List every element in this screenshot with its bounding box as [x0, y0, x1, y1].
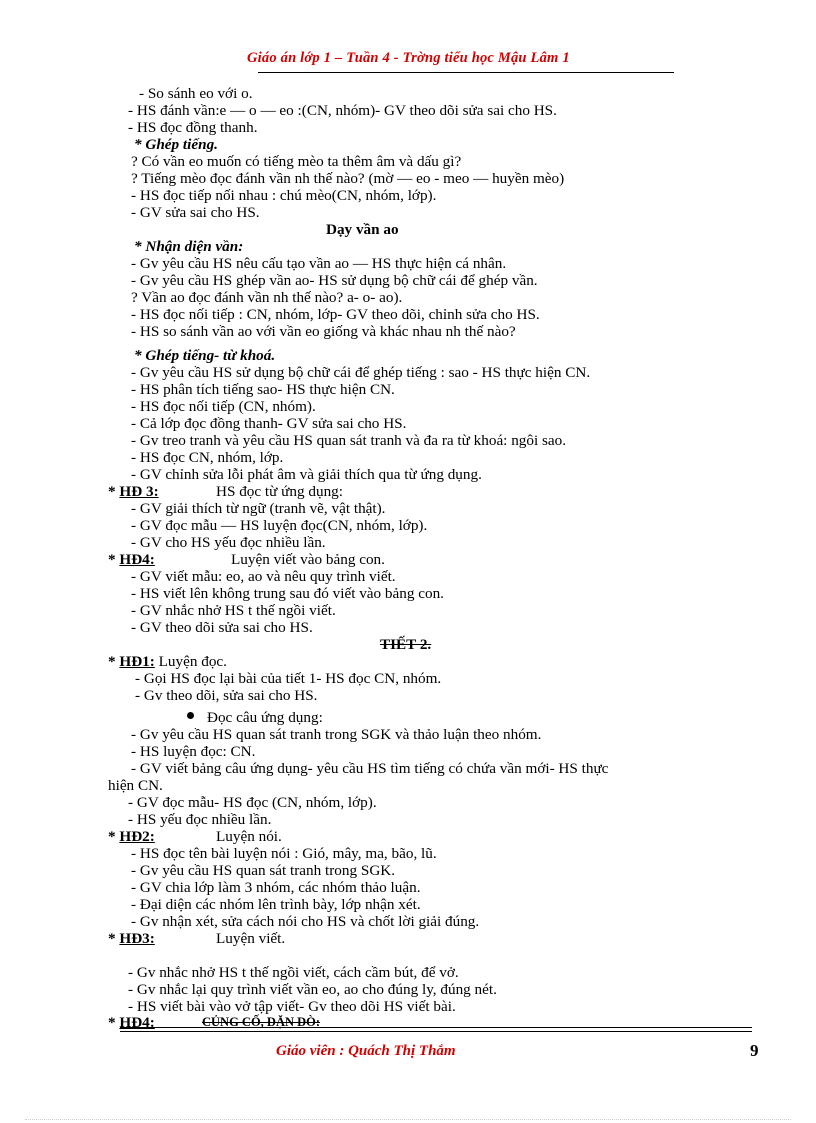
activity-text: Luyện nói.	[216, 828, 282, 845]
text-line: - HS viết bài vào vở tập viết- Gv theo dõi HS viết bài.	[128, 998, 456, 1015]
text-line: - Gv nhận xét, sửa cách nói cho HS và chốt lời giải đúng.	[131, 913, 480, 930]
text-line: hiện CN.	[108, 777, 163, 794]
text-line: - GV chia lớp làm 3 nhóm, các nhóm thảo luận.	[131, 879, 421, 896]
text-line: - Gv yêu cầu HS nêu cấu tạo vần ao — HS thực hiện cá nhân.	[131, 255, 507, 272]
page-header-title: Giáo án lớp 1 – Tuần 4 - Trờng tiểu học Mậu Lâm 1	[247, 50, 570, 66]
text-line: - GV theo dõi sửa sai cho HS.	[131, 619, 313, 636]
text-line: - So sánh eo với o.	[139, 85, 253, 102]
text-line: - HS đọc nối tiếp : CN, nhóm, lớp- GV theo dõi, chỉnh sửa cho HS.	[131, 306, 540, 323]
section-heading: * Ghép tiếng.	[134, 136, 218, 153]
text-line: - HS phân tích tiếng sao- HS thực hiện CN.	[131, 381, 395, 398]
section-title: Dạy vần ao	[326, 221, 399, 238]
activity-line	[108, 551, 155, 568]
bullet-icon	[187, 712, 194, 719]
activity-label: HĐ2:	[119, 828, 155, 845]
page-number: 9	[750, 1041, 759, 1060]
text-line: - GV cho HS yếu đọc nhiều lần.	[131, 534, 326, 551]
text-line: - Cả lớp đọc đồng thanh- GV sửa sai cho HS.	[131, 415, 407, 432]
text-line: - HS viết lên không trung sau đó viết vào bảng con.	[131, 585, 444, 602]
activity-label: HĐ4:	[119, 1014, 155, 1031]
activity-label: HĐ4:	[119, 551, 155, 568]
activity-text: CỦNG CỐ, DẶN DÒ:	[202, 1015, 321, 1029]
activity-line	[108, 1014, 155, 1031]
text-line: - Gv yêu cầu HS ghép vần ao- HS sử dụng bộ chữ cái để ghép vần.	[131, 272, 538, 289]
bullet-star: *	[108, 551, 120, 568]
activity-text: Luyện đọc.	[154, 653, 227, 670]
text-line: - HS luyện đọc: CN.	[131, 743, 256, 760]
text-line: - HS đọc tên bài luyện nói : Gió, mây, ma, bão, lũ.	[131, 845, 437, 862]
text-line: - Gọi HS đọc lại bài của tiết 1- HS đọc CN, nhóm.	[135, 670, 442, 687]
page-bottom-border	[25, 1119, 791, 1120]
header-divider	[258, 72, 674, 73]
text-line: - Gv treo tranh và yêu cầu HS quan sát tranh và đa ra từ khoá: ngôi sao.	[131, 432, 567, 449]
section-heading: * Ghép tiếng- từ khoá.	[134, 347, 276, 364]
text-line: - HS so sánh vần ao với vần eo giống và khác nhau nh thế nào?	[131, 323, 516, 340]
text-line: - Gv nhắc lại quy trình viết vần eo, ao cho đúng ly, đúng nét.	[128, 981, 497, 998]
text-line: ? Vần ao đọc đánh vần nh thế nào? a- o- ao).	[131, 289, 403, 306]
text-line: - Gv yêu cầu HS quan sát tranh trong SGK.	[131, 862, 396, 879]
text-line: - HS đọc đồng thanh.	[128, 119, 258, 136]
activity-line	[108, 930, 155, 947]
bullet-star: *	[108, 1014, 120, 1031]
activity-text: Luyện viết vào bảng con.	[231, 551, 385, 568]
text-line: - HS yếu đọc nhiều lần.	[128, 811, 272, 828]
text-line: - HS đọc CN, nhóm, lớp.	[131, 449, 284, 466]
activity-text: Luyện viết.	[216, 930, 286, 947]
activity-line	[108, 828, 155, 845]
footer-divider	[120, 1027, 752, 1028]
text-line: - GV nhắc nhở HS t thế ngồi viết.	[131, 602, 336, 619]
text-line: - GV sửa sai cho HS.	[131, 204, 260, 221]
text-line: - GV đọc mẫu — HS luyện đọc(CN, nhóm, lớp).	[131, 517, 428, 534]
text-line: ? Tiếng mèo đọc đánh vần nh thế nào? (mờ — eo - meo — huyền mèo)	[131, 170, 565, 187]
text-line: - Gv nhắc nhở HS t thế ngồi viết, cách cầm bút, để vở.	[128, 964, 459, 981]
bullet-star: *	[108, 930, 120, 947]
text-line: - GV giải thích từ ngữ (tranh vẽ, vật thật).	[131, 500, 386, 517]
activity-text: HS đọc từ ứng dụng:	[216, 483, 343, 500]
text-line: - GV đọc mẫu- HS đọc (CN, nhóm, lớp).	[128, 794, 377, 811]
activity-label: HĐ3:	[119, 930, 155, 947]
activity-label: HĐ1:	[119, 653, 155, 670]
text-line: - Gv yêu cầu HS sử dụng bộ chữ cái để ghép tiếng : sao - HS thực hiện CN.	[131, 364, 591, 381]
text-line: - HS đọc nối tiếp (CN, nhóm).	[131, 398, 316, 415]
text-line: Đọc câu ứng dụng:	[207, 709, 323, 726]
activity-label: HĐ 3:	[119, 483, 159, 500]
activity-line	[108, 653, 227, 670]
text-line: - Gv theo dõi, sửa sai cho HS.	[135, 687, 318, 704]
text-line: - Gv yêu cầu HS quan sát tranh trong SGK và thảo luận theo nhóm.	[131, 726, 542, 743]
text-line: - HS đánh vần:e — o — eo :(CN, nhóm)- GV theo dõi sửa sai cho HS.	[128, 102, 557, 119]
activity-line	[108, 483, 159, 500]
text-line: ? Có vần eo muốn có tiếng mèo ta thêm âm và dấu gì?	[131, 153, 462, 170]
text-line: - Đại diện các nhóm lên trình bày, lớp nhận xét.	[131, 896, 421, 913]
bullet-star: *	[108, 483, 120, 500]
text-line: - HS đọc tiếp nối nhau : chú mèo(CN, nhóm, lớp).	[131, 187, 437, 204]
footer-teacher-name: Giáo viên : Quách Thị Thắm	[276, 1043, 456, 1059]
text-line: - GV viết mẫu: eo, ao và nêu quy trình viết.	[131, 568, 396, 585]
footer-divider	[120, 1031, 752, 1032]
bullet-star: *	[108, 828, 120, 845]
bullet-star: *	[108, 653, 120, 670]
text-line: - GV viết bảng câu ứng dụng- yêu cầu HS tìm tiếng có chứa vần mới- HS thực	[131, 760, 609, 777]
lesson-period-title: TIẾT 2.	[380, 636, 432, 653]
text-line: - GV chỉnh sửa lỗi phát âm và giải thích qua từ ứng dụng.	[131, 466, 482, 483]
section-heading: * Nhận diện vần:	[134, 238, 244, 255]
